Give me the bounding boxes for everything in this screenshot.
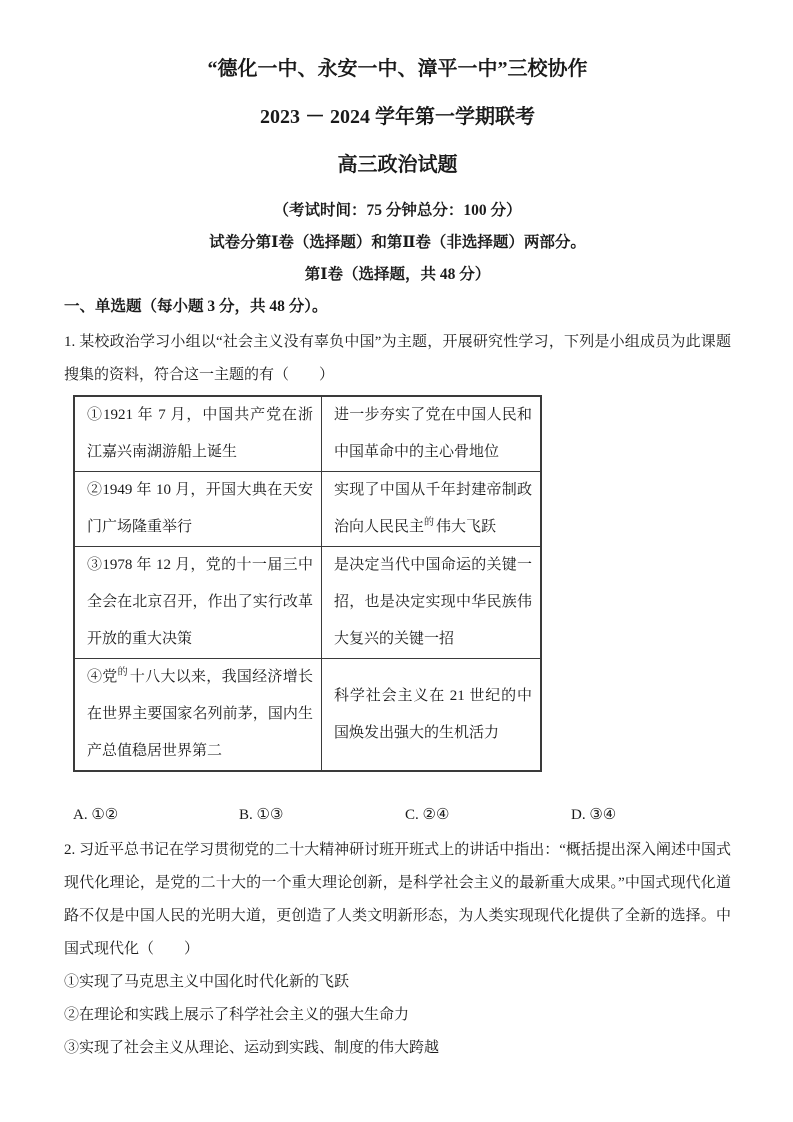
- option-a: [73, 802, 239, 828]
- option-c: [405, 802, 571, 828]
- table-cell-left: [74, 472, 322, 547]
- raised-char: 的: [424, 517, 435, 528]
- question-2-item-2: ②在理论和实践上展示了科学社会主义的强大生命力: [64, 1007, 410, 1023]
- cell-text: 实现了中国从千年封建帝制政治向人民民主: [334, 482, 532, 535]
- table-row: [74, 396, 541, 472]
- cell-text: 是决定当代中国命运的关键一招，也是决定实现中华民族伟大复兴的关键一招: [334, 557, 532, 647]
- table-cell-right: [322, 547, 542, 659]
- table-cell-right: [322, 472, 542, 547]
- cell-text: 十八大以来，我国经济增长在世界主要国家名列前茅，国内生产总值稳居世界第二: [87, 669, 313, 759]
- cell-text: ①1921 年 7 月，中国共产党在浙江嘉兴南湖游船上诞生: [87, 407, 313, 460]
- question-2-item-3: ③实现了社会主义从理论、运动到实践、制度的伟大跨越: [64, 1040, 440, 1056]
- option-label: B.: [239, 807, 253, 823]
- option-value: ①②: [91, 807, 119, 823]
- option-value: ③④: [589, 807, 617, 823]
- cell-text: ④党: [87, 669, 118, 685]
- table-cell-right: [322, 659, 542, 772]
- exam-title-term: 2023 － 2024 学年第一学期联考: [260, 106, 535, 128]
- question-1-stem: 1. 某校政治学习小组以“社会主义没有辜负中国”为主题，开展研究性学习，下列是小组成员为此课题搜集的资料，符合这一主题的有（ ）: [64, 334, 731, 383]
- option-b: [239, 802, 405, 828]
- table-cell-left: [74, 396, 322, 472]
- option-label: C.: [405, 807, 419, 823]
- table-cell-right: [322, 396, 542, 472]
- option-label: A.: [73, 807, 88, 823]
- paper-structure-note: 试卷分第Ⅰ卷（选择题）和第Ⅱ卷（非选择题）两部分。: [209, 234, 586, 251]
- cell-text: ③1978 年 12 月，党的十一届三中全会在北京召开，作出了实行改革开放的重大决策: [87, 557, 313, 647]
- cell-text: ②1949 年 10 月，开国大典在天安门广场隆重举行: [87, 482, 313, 535]
- question-2-stem: 2. 习近平总书记在学习贯彻党的二十大精神研讨班开班式上的讲话中指出：“概括提出深入阐述中国式现代化理论，是党的二十大的一个重大理论创新，是科学社会主义的最新重大成果。”中国式现代化道路不仅是中国人民的光明大道，更创造了人类文明新形态，为人类实现现代化提供了全新的选择。中国式现代化（ ）: [64, 842, 731, 957]
- question-2: [64, 834, 731, 1065]
- section1-heading: 一、单选题（每小题 3 分，共 48 分）。: [64, 298, 328, 315]
- question-2-item-1: ①实现了马克思主义中国化时代化新的飞跃: [64, 974, 350, 990]
- table-row: [74, 472, 541, 547]
- exam-title-subject: 高三政治试题: [337, 154, 458, 176]
- table-row: [74, 659, 541, 772]
- raised-char: 的: [117, 667, 128, 678]
- exam-title-school: “德化一中、永安一中、漳平一中”三校协作: [207, 58, 588, 80]
- option-value: ②④: [422, 807, 450, 823]
- question-1-table: [73, 395, 542, 772]
- option-d: [571, 802, 737, 828]
- question-1-options: [73, 802, 731, 828]
- table-row: [74, 547, 541, 659]
- table-cell-left: [74, 659, 322, 772]
- option-value: ①③: [256, 807, 284, 823]
- option-label: D.: [571, 807, 586, 823]
- table-cell-left: [74, 547, 322, 659]
- exam-info-line: （考试时间：75 分钟总分：100 分）: [273, 202, 522, 219]
- cell-text: 进一步夯实了党在中国人民和中国革命中的主心骨地位: [334, 407, 532, 460]
- cell-text: 伟大飞跃: [436, 519, 497, 535]
- cell-text: 科学社会主义在 21 世纪的中国焕发出强大的生机活力: [334, 687, 532, 741]
- part1-heading: 第Ⅰ卷（选择题，共 48 分）: [304, 266, 491, 283]
